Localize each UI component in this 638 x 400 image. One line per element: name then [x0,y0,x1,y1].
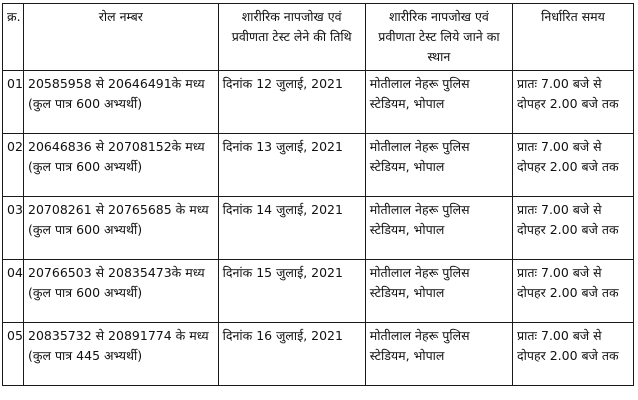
cell-date: दिनांक 13 जुलाई, 2021 [218,134,365,197]
header-roll-number: रोल नम्बर [24,4,219,71]
cell-date: दिनांक 14 जुलाई, 2021 [218,197,365,260]
cell-serial: 01 [3,71,24,134]
cell-venue: मोतीलाल नेहरू पुलिस स्टेडियम, भोपाल [365,134,512,197]
table-row [3,260,634,323]
header-test-venue: शारीरिक नापजोख एवं प्रवीणता टेस्ट लिये जाने का स्थान [365,4,512,71]
schedule-table [2,3,634,386]
cell-venue: मोतीलाल नेहरू पुलिस स्टेडियम, भोपाल [365,71,512,134]
table-row [3,71,634,134]
table-row [3,197,634,260]
cell-venue: मोतीलाल नेहरू पुलिस स्टेडियम, भोपाल [365,323,512,386]
cell-time: प्रातः 7.00 बजे से दोपहर 2.00 बजे तक [513,323,634,386]
header-test-date: शारीरिक नापजोख एवं प्रवीणता टेस्ट लेने की तिथि [218,4,365,71]
cell-serial: 04 [3,260,24,323]
header-serial: क्र. [3,4,24,71]
cell-date: दिनांक 15 जुलाई, 2021 [218,260,365,323]
cell-time: प्रातः 7.00 बजे से दोपहर 2.00 बजे तक [513,134,634,197]
table-row [3,323,634,386]
cell-time: प्रातः 7.00 बजे से दोपहर 2.00 बजे तक [513,260,634,323]
table-row [3,134,634,197]
table-header [3,4,634,71]
cell-roll-range: 20766503 से 20835473के मध्य (कुल पात्र 600 अभ्यर्थी) [24,260,219,323]
cell-time: प्रातः 7.00 बजे से दोपहर 2.00 बजे तक [513,197,634,260]
table-body [3,71,634,386]
header-scheduled-time: निर्धारित समय [513,4,634,71]
cell-date: दिनांक 16 जुलाई, 2021 [218,323,365,386]
cell-serial: 02 [3,134,24,197]
cell-roll-range: 20646836 से 20708152के मध्य (कुल पात्र 600 अभ्यर्थी) [24,134,219,197]
cell-venue: मोतीलाल नेहरू पुलिस स्टेडियम, भोपाल [365,260,512,323]
cell-time: प्रातः 7.00 बजे से दोपहर 2.00 बजे तक [513,71,634,134]
cell-roll-range: 20708261 से 20765685 के मध्य (कुल पात्र 600 अभ्यर्थी) [24,197,219,260]
cell-venue: मोतीलाल नेहरू पुलिस स्टेडियम, भोपाल [365,197,512,260]
cell-date: दिनांक 12 जुलाई, 2021 [218,71,365,134]
cell-roll-range: 20835732 से 20891774 के मध्य (कुल पात्र 445 अभ्यर्थी) [24,323,219,386]
header-row [3,4,634,71]
cell-serial: 05 [3,323,24,386]
cell-serial: 03 [3,197,24,260]
cell-roll-range: 20585958 से 20646491के मध्य (कुल पात्र 600 अभ्यर्थी) [24,71,219,134]
